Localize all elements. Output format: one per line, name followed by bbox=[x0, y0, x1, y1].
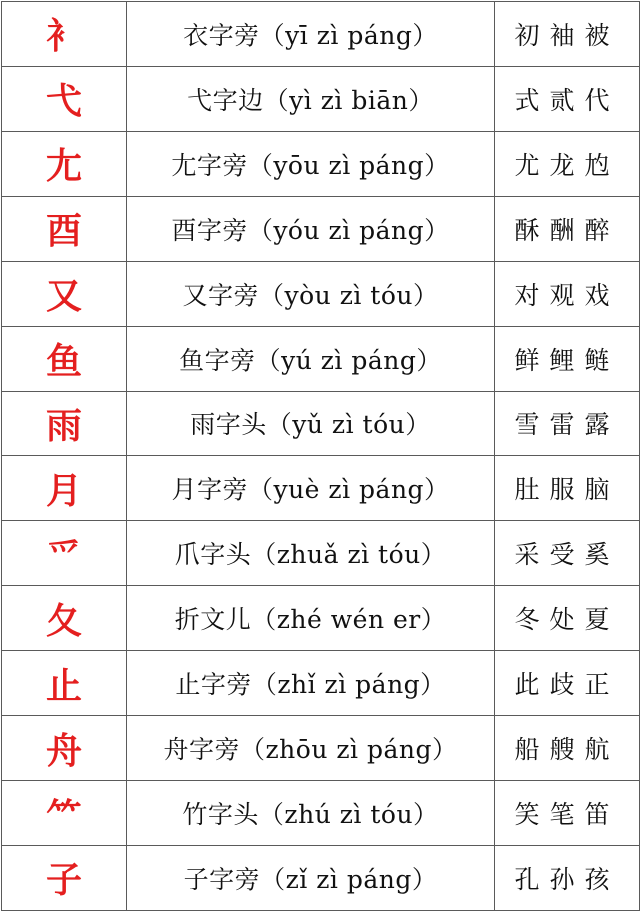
table-row bbox=[2, 716, 640, 781]
example-chars-cell: 尤龙尥 bbox=[495, 131, 640, 196]
radical-table bbox=[1, 1, 640, 911]
example-chars-cell: 对观戏 bbox=[495, 261, 640, 326]
radical-name-cell: 月字旁（yuè zì páng） bbox=[127, 456, 495, 521]
radical-name-cell: 雨字头（yǔ zì tóu） bbox=[127, 391, 495, 456]
radical-cell: 爫 bbox=[2, 521, 127, 586]
radical-name-cell: 衣字旁（yī zì páng） bbox=[127, 2, 495, 67]
radical-cell: 雨 bbox=[2, 391, 127, 456]
radical-cell: 衤 bbox=[2, 2, 127, 67]
table-row bbox=[2, 781, 640, 846]
table-row bbox=[2, 651, 640, 716]
radical-name-cell: 子字旁（zǐ zì páng） bbox=[127, 845, 495, 910]
radical-cell: 尢 bbox=[2, 131, 127, 196]
radical-cell: 止 bbox=[2, 651, 127, 716]
example-chars-cell: 船艘航 bbox=[495, 716, 640, 781]
table-row bbox=[2, 456, 640, 521]
example-chars-cell: 笑笔笛 bbox=[495, 781, 640, 846]
radical-cell: 子 bbox=[2, 845, 127, 910]
table-row bbox=[2, 131, 640, 196]
table-row bbox=[2, 66, 640, 131]
table-row bbox=[2, 521, 640, 586]
radical-cell: 弋 bbox=[2, 66, 127, 131]
example-chars-cell: 采受奚 bbox=[495, 521, 640, 586]
example-chars-cell: 鲜鲤鲢 bbox=[495, 326, 640, 391]
table-row bbox=[2, 391, 640, 456]
radical-table-body bbox=[2, 2, 640, 911]
radical-name-cell: 舟字旁（zhōu zì páng） bbox=[127, 716, 495, 781]
table-row bbox=[2, 2, 640, 67]
radical-cell: 月 bbox=[2, 456, 127, 521]
example-chars-cell: 初袖被 bbox=[495, 2, 640, 67]
example-chars-cell: 孔孙孩 bbox=[495, 845, 640, 910]
radical-name-cell: 爪字头（zhuǎ zì tóu） bbox=[127, 521, 495, 586]
example-chars-cell: 酥酬醉 bbox=[495, 196, 640, 261]
radical-name-cell: 又字旁（yòu zì tóu） bbox=[127, 261, 495, 326]
example-chars-cell: 冬处夏 bbox=[495, 586, 640, 651]
radical-name-cell: 尢字旁（yōu zì páng） bbox=[127, 131, 495, 196]
table-row bbox=[2, 261, 640, 326]
example-chars-cell: 式贰代 bbox=[495, 66, 640, 131]
radical-cell: 酉 bbox=[2, 196, 127, 261]
radical-cell: 夂 bbox=[2, 586, 127, 651]
table-row bbox=[2, 326, 640, 391]
example-chars-cell: 雪雷露 bbox=[495, 391, 640, 456]
radical-name-cell: 酉字旁（yóu zì páng） bbox=[127, 196, 495, 261]
radical-cell: 舟 bbox=[2, 716, 127, 781]
table-row bbox=[2, 845, 640, 910]
table-row bbox=[2, 196, 640, 261]
example-chars-cell: 肚服脑 bbox=[495, 456, 640, 521]
radical-name-cell: 鱼字旁（yú zì páng） bbox=[127, 326, 495, 391]
example-chars-cell: 此歧正 bbox=[495, 651, 640, 716]
radical-cell: 鱼 bbox=[2, 326, 127, 391]
table-row bbox=[2, 586, 640, 651]
radical-name-cell: 折文儿（zhé wén er） bbox=[127, 586, 495, 651]
radical-name-cell: 竹字头（zhú zì tóu） bbox=[127, 781, 495, 846]
radical-cell: 又 bbox=[2, 261, 127, 326]
radical-name-cell: 弋字边（yì zì biān） bbox=[127, 66, 495, 131]
radical-cell: ⺮ bbox=[2, 781, 127, 846]
radical-name-cell: 止字旁（zhǐ zì páng） bbox=[127, 651, 495, 716]
